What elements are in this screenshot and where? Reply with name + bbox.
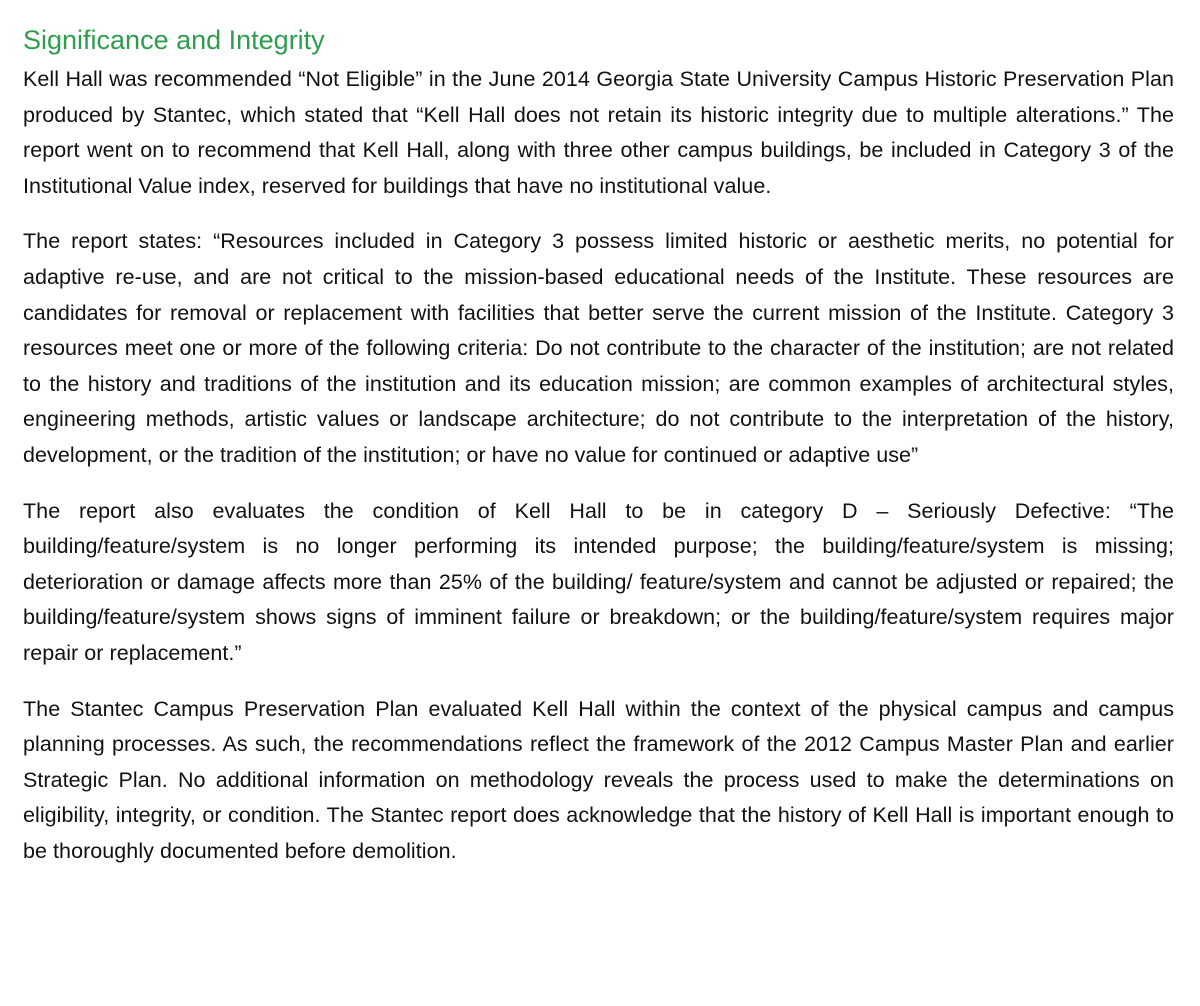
paragraph-category-3-quote: The report states: “Resources included in Category 3 possess limited historic or aesthetic merits, no potential for adaptive re-use, and are not critical to the mission-based educational needs of the Institute. These resources are candidates for removal or replacement with facilities that better serve the current mission of the Institute. Category 3 resources meet one or more of the following criteria: Do not contribute to the character of the institution; are not related to the history and traditions of the institution and its education mission; are common examples of architectural styles, engineering methods, artistic values or landscape architecture; do not contribute to the interpretation of the history, development, or the tradition of the institution; or have no value for continued or adaptive use”	[23, 229, 1174, 467]
paragraph-condition-evaluation: The report also evaluates the condition of Kell Hall to be in category D – Seriously Defective: “The building/feature/system is no longer performing its intended purpose; the building/feature/system is missing; deterioration or damage affects more than 25% of the building/ feature/system and cannot be adjusted or repaired; the building/feature/system shows signs of imminent failure or breakdown; or the building/feature/system requires major repair or replacement.”	[23, 498, 1174, 665]
paragraph-eligibility: Kell Hall was recommended “Not Eligible” in the June 2014 Georgia State University Campus Historic Preservation Plan produced by Stantec, which stated that “Kell Hall does not retain its historic integrity due to multiple alterations.” The report went on to recommend that Kell Hall, along with three other campus buildings, be included in Category 3 of the Institutional Value index, reserved for buildings that have no institutional value.	[23, 67, 1174, 198]
paragraph-stantec-plan: The Stantec Campus Preservation Plan evaluated Kell Hall within the context of the physical campus and campus planning processes. As such, the recommendations reflect the framework of the 2012 Campus Master Plan and earlier Strategic Plan. No additional information on methodology reveals the process used to make the determinations on eligibility, integrity, or condition. The Stantec report does acknowledge that the history of Kell Hall is important enough to be thoroughly documented before demolition.	[23, 696, 1174, 863]
section-heading: Significance and Integrity	[23, 25, 325, 55]
